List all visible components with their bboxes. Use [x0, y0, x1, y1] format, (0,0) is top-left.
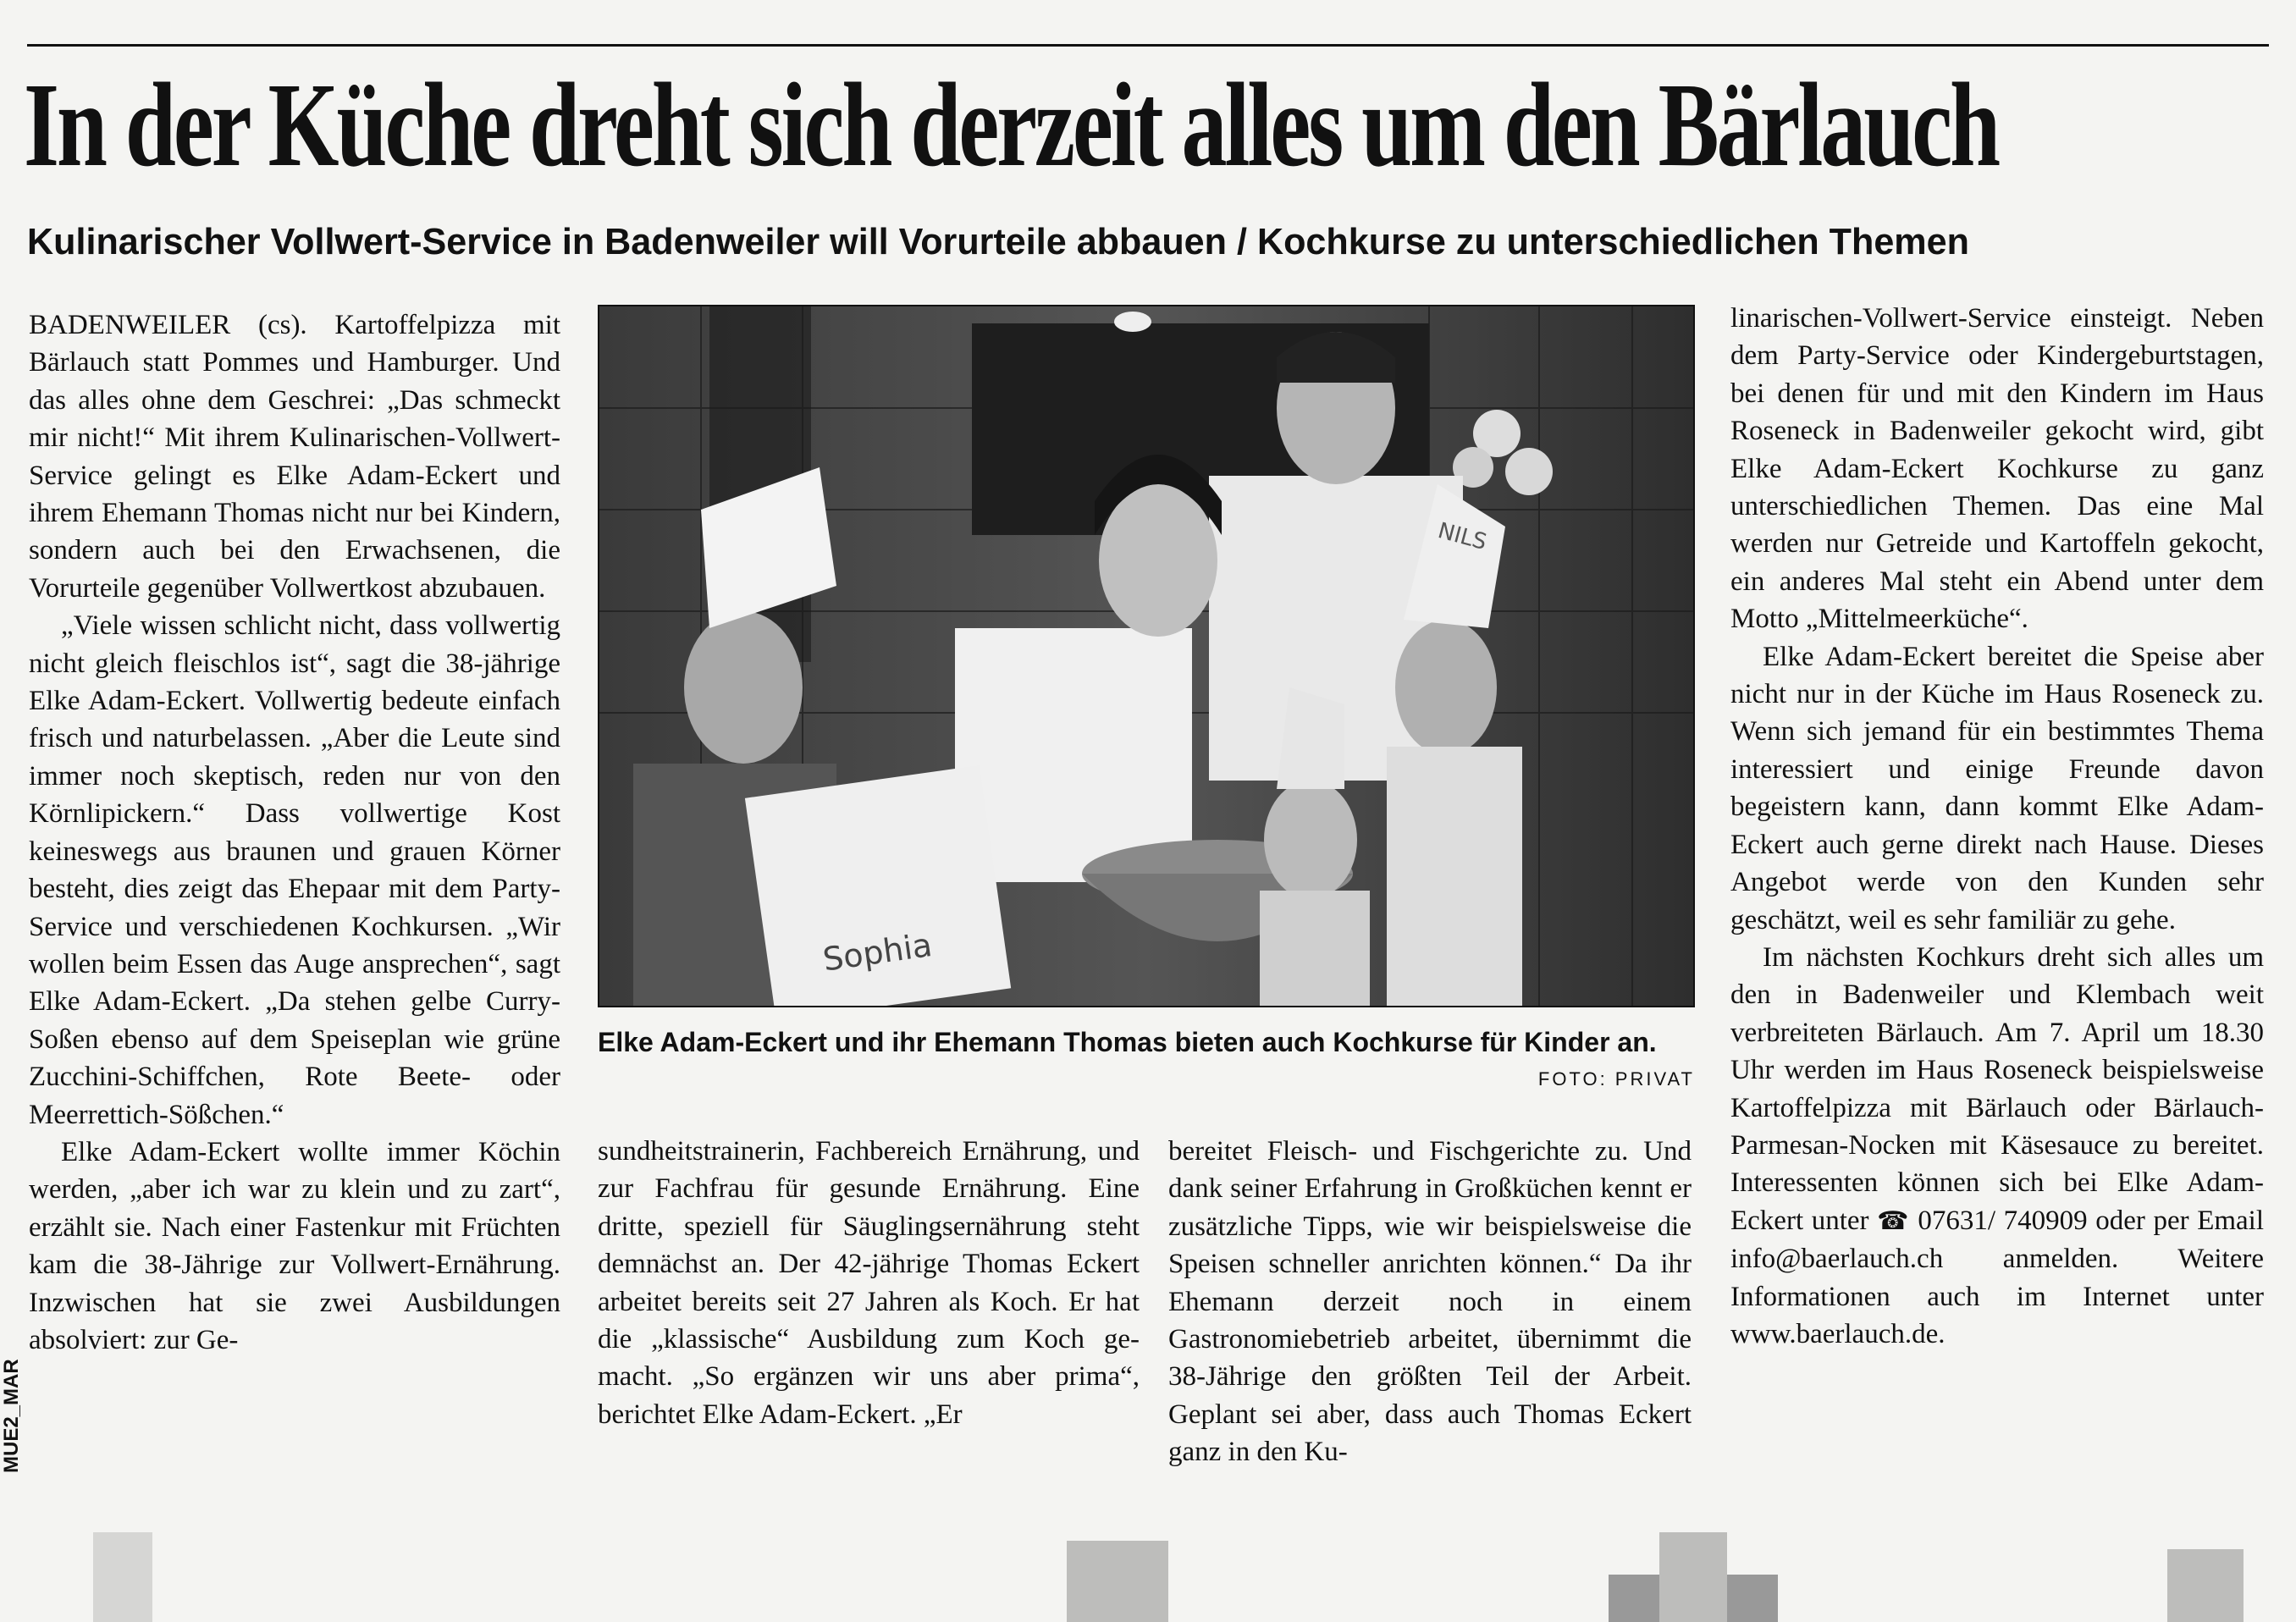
hat-label-left: Sophia — [820, 926, 935, 979]
headline: In der Küche dreht sich derzeit alles um den Bärlauch — [24, 58, 1999, 191]
subheadline: Kulinarischer Vollwert-Service in Badenweiler will Vorurteile abbauen / Kochkurse zu unterschiedlichen Themen — [27, 221, 1969, 262]
paragraph: Elke Adam-Eckert bereitet die Speise aber nicht nur in der Küche im Haus Roseneck zu. Wenn sich jemand für ein bestimmtes Thema interessiert und einige Freunde davon begeistern kann, dann kommt Elke Adam-Eckert auch gerne direkt nach Hause. Dieses Angebot werde von den Kunden sehr geschätzt, weil es sehr familiär zu gehe. — [1730, 641, 2264, 935]
website: www.baerlauch.de. — [1730, 1318, 1946, 1349]
scan-artifacts — [0, 1524, 2296, 1622]
paragraph: sundheitstrainerin, Fachbereich Ernährung, und zur Fachfrau für gesunde Ernährung. Eine dritte, speziell für Säuglingsernährung steht demnächst an. Der 42-jährige Thomas Eckert arbeitet bereits seit 27 Jahren als Koch. Er hat die „klassische“ Ausbildung zum Koch gemacht. „So ergänzen wir uns aber prima“, berichtet Elke Adam-Eckert. „Er — [598, 1136, 1140, 1430]
article-column-2 — [598, 1133, 1140, 1433]
paragraph-text: Im nächsten Kochkurs dreht sich alles um den in Badenweiler und Klembach weit verbreiteten Bärlauch. Am 7. April um 18.30 Uhr werden im Haus Roseneck beispielsweise Kartoffelpizza mit Bärlauch oder Bärlauch-Parmesan-Nocken mit Käsesauce zu bereitet. Interessenten können sich bei Elke Adam-Eckert unter — [1730, 941, 2264, 1236]
hat-label-right: NILS — [1435, 518, 1490, 556]
contact-text: oder per Email — [2095, 1205, 2265, 1236]
article-column-1 — [29, 306, 560, 1359]
article-column-3 — [1168, 1133, 1692, 1471]
article-column-4 — [1730, 300, 2264, 1353]
top-rule — [27, 44, 2269, 47]
contact-text: anmelden. Weitere Informationen auch im Internet unter — [1730, 1244, 2264, 1312]
paragraph — [1730, 939, 2264, 1353]
paragraph: bereitet Fleisch- und Fischgerichte zu. Und dank seiner Erfahrung in Großküchen kennt er zusätzliche Tipps, wie wir beispielsweise die Speisen schneller anrichten können.“ Da ihr Ehemann derzeit noch in einem Gastronomiebetrieb arbeitet, übernimmt die 38-Jährige den größten Teil der Arbeit. Geplant sei aber, dass auch Thomas Eckert ganz in den Ku- — [1168, 1136, 1692, 1468]
paragraph: linarischen-Vollwert-Service einsteigt. Neben dem Party-Service oder Kindergeburtstagen, bei denen für und mit den Kindern im Haus Roseneck in Badenweiler gekocht wird, gibt Elke Adam-Eckert Kochkurse zu ganz unterschiedlichen Themen. Das eine Mal werden nur Getreide und Kartoffeln gekocht, ein anderes Mal steht ein Abend unter dem Motto „Mittelmeerküche“. — [1730, 303, 2264, 635]
paragraph: „Viele wissen schlicht nicht, dass vollwertig nicht gleich fleischlos ist“, sagt die 38-jährige Elke Adam-Eckert. Vollwertig bedeute einfach frisch und naturbelassen. „Aber die Leute sind immer noch skeptisch, reden nur von den Körnlipickern.“ Dass vollwertige Kost keineswegs aus braunen und grauen Körner besteht, dies zeigt das Ehepaar mit dem Party-Service und verschiedenen Kochkursen. „Wir wollen beim Essen das Auge ansprechen“, sagt Elke Adam-Eckert. „Da stehen gelbe Curry-Soßen ebenso auf dem Speiseplan wie grüne Zucchini-Schiffchen, Rote Beete- oder Meerrettich-Sößchen.“ — [29, 610, 560, 1130]
phone-number: 07631/ 740909 — [1918, 1205, 2088, 1236]
telephone-icon: ☎ — [1877, 1205, 1910, 1236]
photo-caption: Elke Adam-Eckert und ihr Ehemann Thomas bieten auch Kochkurse für Kinder an. — [598, 1027, 1657, 1057]
paragraph: BADENWEILER (cs). Kartoffelpizza mit Bärlauch statt Pommes und Hamburger. Und das alles ohne dem Geschrei: „Das schmeckt mir nicht!“ Mit ihrem Kulinarischen-Vollwert-Service gelingt es Elke Adam-Eckert und ihrem Ehemann Thomas nicht nur bei Kindern, sondern auch bei den Erwachsenen, die Vorurteile gegenüber Vollwertkost abzubauen. — [29, 310, 560, 604]
photo-credit: FOTO: PRIVAT — [1537, 1068, 1695, 1090]
margin-mark: MUE2_MAR — [0, 1359, 23, 1473]
email-address: info@baerlauch.ch — [1730, 1244, 1944, 1275]
article-photo — [598, 305, 1695, 1007]
paragraph: Elke Adam-Eckert wollte immer Köchin werden, „aber ich war zu klein und zu zart“, erzählt sie. Nach einer Fastenkur mit Früchten kam die 38-Jährige zur Vollwert-Ernährung. Inzwischen hat sie zwei Ausbildungen absolviert: zur Ge- — [29, 1136, 560, 1355]
kitchen-photo-illustration — [599, 306, 1693, 1006]
